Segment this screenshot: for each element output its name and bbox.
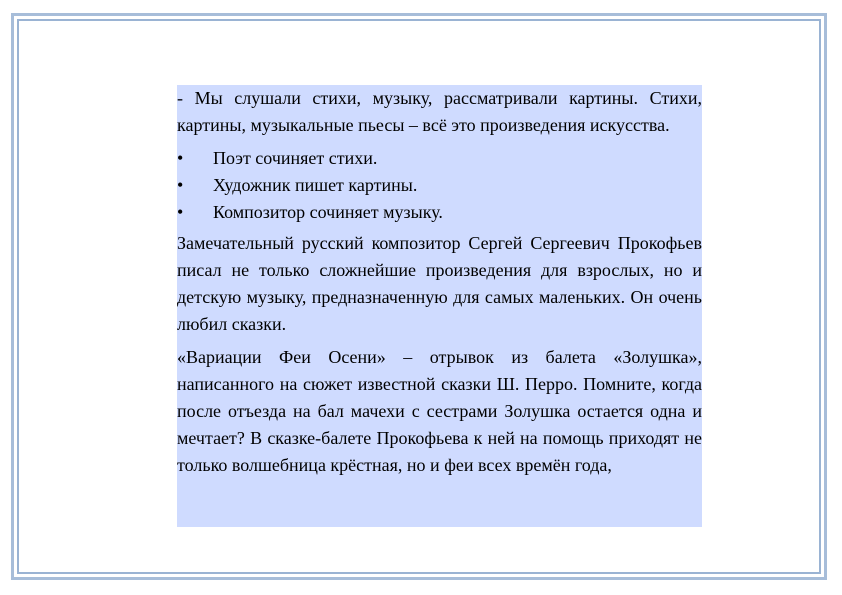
bullet-icon: • <box>177 148 184 168</box>
slide-text-block <box>177 85 702 527</box>
bullet-item-composer <box>177 199 702 226</box>
variations-paragraph: «Вариации Феи Осени» – отрывок из балета «Золушка», написанного на сюжет известной сказки Ш. Перро. Помните, когда после отъезда на бал мачехи с сестрами Золушка остается одна и мечтает? В сказке-балете Прокофьева к ней на помощь приходят не только волшебница крёстная, но и феи всех времён года, <box>177 347 702 475</box>
bullet-text: Композитор сочиняет музыку. <box>213 202 443 222</box>
bullet-icon: • <box>177 175 184 195</box>
bullet-text: Поэт сочиняет стихи. <box>213 148 378 168</box>
bullet-icon: • <box>177 202 184 222</box>
bullet-item-poet <box>177 145 702 172</box>
bullet-item-artist <box>177 172 702 199</box>
intro-paragraph: - Мы слушали стихи, музыку, рассматривали картины. Стихи, картины, музыкальные пьесы – всё это произведения искусства. <box>177 88 702 135</box>
bullet-list <box>177 145 702 226</box>
bullet-text: Художник пишет картины. <box>213 175 418 195</box>
prokofiev-paragraph: Замечательный русский композитор Сергей Сергеевич Прокофьев писал не только сложнейшие произведения для взрослых, но и детскую музыку, предназначенную для самых маленьких. Он очень любил сказки. <box>177 233 702 334</box>
